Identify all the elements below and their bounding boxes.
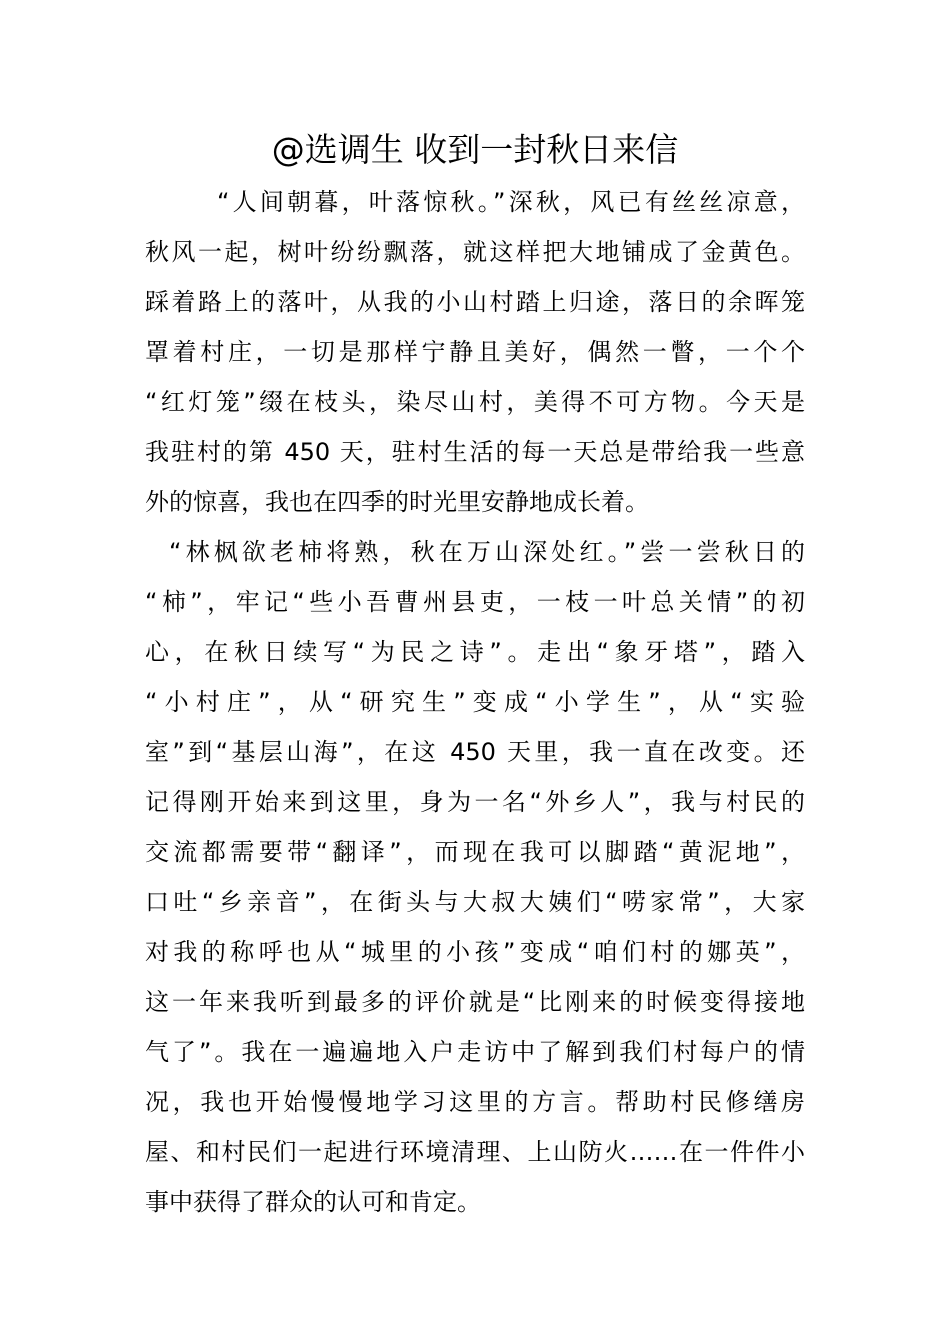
paragraph-2-line-11: 气了”。我在一遍遍地入户走访中了解到我们村每户的情	[145, 1038, 805, 1066]
paragraph-1-line-1: “人间朝暮，叶落惊秋。”深秋，风已有丝丝凉意，	[217, 188, 805, 216]
paragraph-2-line-14: 事中获得了群众的认可和肯定。	[145, 1188, 481, 1216]
paragraph-1-line-4: 罩着村庄，一切是那样宁静且美好，偶然一瞥，一个个	[145, 338, 805, 366]
paragraph-2-line-4: “小村庄”，从“研究生”变成“小学生”，从“实验	[145, 688, 805, 716]
paragraph-2-line-1: “林枫欲老柿将熟，秋在万山深处红。”尝一尝秋日的	[169, 538, 805, 566]
document-body	[145, 177, 805, 1227]
paragraph-1-line-6: 我驻村的第 450 天，驻村生活的每一天总是带给我一些意	[145, 438, 805, 466]
paragraph-1-line-7: 外的惊喜，我也在四季的时光里安静地成长着。	[145, 488, 649, 516]
paragraph-2-line-2: “柿”，牢记“些小吾曹州县吏，一枝一叶总关情”的初	[145, 588, 805, 616]
paragraph-2-line-8: 口吐“乡亲音”，在街头与大叔大姨们“唠家常”，大家	[145, 888, 805, 916]
paragraph-2-line-10: 这一年来我听到最多的评价就是“比刚来的时候变得接地	[145, 988, 805, 1016]
paragraph-1-line-5: “红灯笼”缀在枝头，染尽山村，美得不可方物。今天是	[145, 388, 805, 416]
paragraph-2-line-12: 况，我也开始慢慢地学习这里的方言。帮助村民修缮房	[145, 1088, 805, 1116]
paragraph-2-line-3: 心，在秋日续写“为民之诗”。走出“象牙塔”，踏入	[145, 638, 805, 666]
paragraph-2-line-9: 对我的称呼也从“城里的小孩”变成“咱们村的娜英”，	[145, 938, 805, 966]
paragraph-2-line-6: 记得刚开始来到这里，身为一名“外乡人”，我与村民的	[145, 788, 805, 816]
paragraph-1-line-2: 秋风一起，树叶纷纷飘落，就这样把大地铺成了金黄色。	[145, 238, 805, 266]
paragraph-2-line-13: 屋、和村民们一起进行环境清理、上山防火……在一件件小	[145, 1138, 805, 1166]
document-title: @选调生 收到一封秋日来信	[271, 130, 679, 169]
paragraph-1-line-3: 踩着路上的落叶，从我的小山村踏上归途，落日的余晖笼	[145, 288, 805, 316]
paragraph-2-line-7: 交流都需要带“翻译”，而现在我可以脚踏“黄泥地”，	[145, 838, 805, 866]
paragraph-2-line-5: 室”到“基层山海”，在这 450 天里，我一直在改变。还	[145, 738, 805, 766]
